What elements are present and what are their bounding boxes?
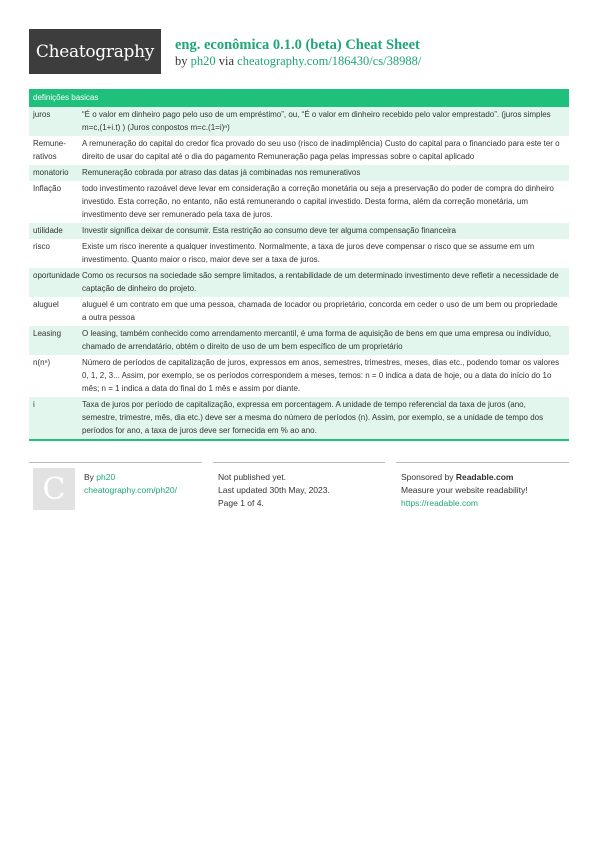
definition-text: Existe um risco inerente a qualquer investimento. Normalmente, a taxa de juros deve compensar o risco que se assume em um investimento. Quanto maior o risco, maior deve ser a taxa de juros. (82, 242, 535, 264)
definitions-list (29, 107, 569, 439)
avatar[interactable] (33, 468, 75, 510)
logo-text: Cheatography (35, 41, 155, 62)
definition-text: Número de períodos de capitalização de juros, expressos em anos, semestres, trimestres, meses, dias etc., podendo tomar os valores 0, 1, 2, 3... Assim, por exemplo, se os períodos correspondem a meses, temos: n = 0 indica a data de hoje, ou a data do início do 1o mês; n = 1 indica a data do final do 1 mês e assim por diante. (82, 358, 560, 393)
byline (175, 54, 421, 69)
definition-row (29, 223, 569, 239)
sponsor-url[interactable]: https://readable.com (401, 498, 479, 508)
avatar-letter: C (42, 471, 66, 507)
definition-term: risco (33, 242, 50, 251)
definition-row (29, 326, 569, 355)
page-number: Page 1 of 4. (218, 498, 264, 508)
footer-author-link[interactable]: ph20 (96, 472, 116, 482)
section-title: definições basicas (29, 89, 569, 107)
definition-text: aluguel é um contrato em que uma pessoa, chamada de locador ou proprietário, concorda em ceder o uso de um bem ou propriedade a outra pessoa (82, 300, 558, 322)
definition-term: juros (33, 110, 51, 119)
definition-row (29, 107, 569, 136)
footer-divider (213, 462, 385, 463)
footer-meta (218, 471, 330, 510)
definition-text: Remuneração cobrada por atraso das datas já combinadas nos remunerativos (82, 168, 361, 177)
definition-term: Inflação (33, 184, 62, 193)
definition-term: monatorio (33, 168, 69, 177)
sheet-url-link[interactable]: cheatography.com/186430/cs/38988/ (237, 54, 422, 68)
definition-text: todo investimento razoável deve levar em consideração a correção monetária ou seja a preservação do poder de compra do dinheiro investido. Esta correção, no entanto, não está remunerando o capital investido. Desta forma, além da correção monetária, um investimento deve ser remunerado pela taxa de juros. (82, 184, 554, 219)
definition-row (29, 136, 569, 165)
footer-author (84, 471, 177, 497)
definition-term: Leasing (33, 329, 62, 338)
definition-row (29, 268, 569, 297)
cheatography-logo[interactable] (29, 29, 161, 74)
definition-row (29, 355, 569, 397)
last-updated: Last updated 30th May, 2023. (218, 485, 330, 495)
sponsor-tagline: Measure your website readability! (401, 485, 528, 495)
definition-text: A remuneração do capital do credor fica provado do seu uso (risco de inadimplência) Custo do capital para o financiado para este ter o direito de usar do capital até o dia do pagamento Remuneração paga pelas impressas sobre o capital aplicado (82, 139, 560, 161)
definition-term: oportunidade (33, 271, 80, 280)
definition-row (29, 165, 569, 181)
definition-term: aluguel (33, 300, 59, 309)
by-word: by (175, 54, 188, 68)
definitions-section (29, 89, 569, 441)
definition-text: Investir significa deixar de consumir. Esta restrição ao consumo deve ter alguma compensação financeira (82, 226, 456, 235)
definition-term: Remunerativos (33, 139, 66, 161)
definition-row (29, 239, 569, 268)
footer-divider (396, 462, 569, 463)
section-bottom-border (29, 439, 569, 441)
page-title: eng. econômica 0.1.0 (beta) Cheat Sheet (175, 37, 420, 53)
sponsor-name[interactable]: Readable.com (455, 472, 514, 482)
sponsor-prefix: Sponsored by (401, 472, 454, 482)
definition-text: “É o valor em dinheiro pago pelo uso de um empréstimo”, ou, “É o valor em dinheiro recebido pelo valor emprestado”. (juros simples m=c,(1+i.t) ) (Juros conpostos m=c.(1=i)ⁿ) (82, 110, 551, 132)
definition-text: Taxa de juros por período de capitalização, expressa em porcentagem. A unidade de tempo referencial da taxa de juros (ano, semestre, trimestre, mês, dia etc.) deve ser a mesma do número de períodos (n). Assim, por exemplo, se a unidade de tempo dos períodos for ano, a taxa de juros deve ser fornecida em % ao ano. (82, 400, 544, 435)
footer-divider (29, 462, 202, 463)
definition-term: n(nⁿ) (33, 358, 51, 367)
publish-status: Not published yet. (218, 472, 287, 482)
definition-term: i (33, 400, 35, 409)
author-link[interactable]: ph20 (190, 54, 216, 68)
footer-sponsor (401, 471, 528, 510)
definition-text: O leasing, também conhecido como arrendamento mercantil, é uma forma de aquisição de bens em que uma empresa ou indivíduo, chamado de arrendatário, obtém o direito de uso de um bem específico de um proprietário (82, 329, 552, 351)
definition-text: Como os recursos na sociedade são sempre limitados, a rentabilidade de um determinado investimento deve refletir a necessidade de captação de dinheiro do projeto. (82, 271, 559, 293)
definition-term: utilidade (33, 226, 63, 235)
definition-row (29, 181, 569, 223)
footer-author-url[interactable]: cheatography.com/ph20/ (84, 485, 177, 495)
via-word: via (218, 54, 235, 68)
definition-row (29, 397, 569, 439)
definition-row (29, 297, 569, 326)
footer-by-word: By (84, 472, 94, 482)
title-block (175, 37, 421, 69)
